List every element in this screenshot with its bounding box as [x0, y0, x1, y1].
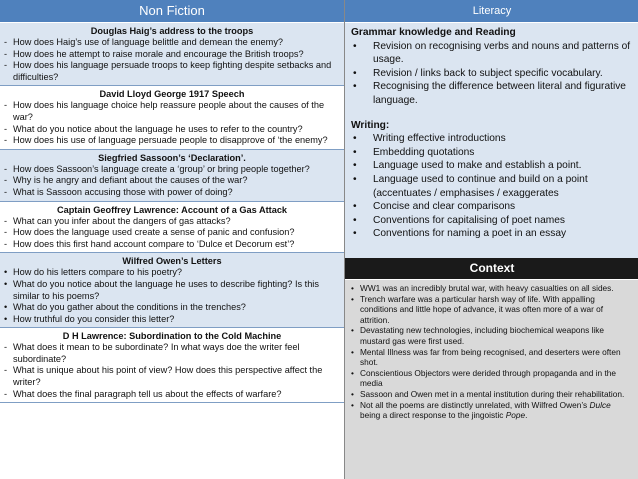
context-item: • Sassoon and Owen met in a mental institution during their rehabilitation.	[351, 389, 633, 400]
context-item: • Conscientious Objectors were derided through propaganda and in the media	[351, 368, 633, 389]
question-item: - How does his language choice help reassure people about the causes of the war?	[4, 100, 340, 123]
writing-item: • Conventions for capitalising of poet names	[351, 214, 633, 228]
question-item: - How does the language used create a sense of panic and confusion?	[4, 227, 340, 239]
question-item: - What is unique about his point of view? How does this perspective affect the writer?	[4, 365, 340, 388]
question-item: - How does Sassoon’s language create a ‘group’ or bring people together?	[4, 164, 340, 176]
question-list	[4, 216, 340, 251]
section-title: Wilfred Owen’s Letters	[122, 256, 222, 267]
writing-list	[351, 132, 633, 241]
question-item: - How does his language persuade troops to keep fighting despite setbacks and difficulties?	[4, 60, 340, 83]
question-item: • How do his letters compare to his poetry?	[4, 267, 340, 279]
section-title: David Lloyd George 1917 Speech	[99, 89, 245, 100]
section-title: Siegfried Sassoon’s ‘Declaration’.	[98, 152, 246, 163]
writing-item: • Writing effective introductions	[351, 132, 633, 146]
context-list	[351, 283, 633, 421]
context-item: • Not all the poems are distinctly unrelated, with Wilfred Owen’s Dulce being a direct response to the jingoistic Pope.	[351, 400, 633, 421]
section-title: Douglas Haig’s address to the troops	[90, 26, 254, 36]
question-item: - What does it mean to be subordinate? In what ways doe the writer feel subordinate?	[4, 342, 340, 365]
non-fiction-sections	[0, 23, 344, 403]
question-list	[4, 37, 340, 83]
context-panel	[345, 280, 638, 479]
grammar-item: • Recognising the difference between literal and figurative language.	[351, 80, 633, 107]
grammar-item: • Revision on recognising verbs and nouns and patterns of usage.	[351, 40, 633, 67]
context-item: • Trench warfare was a particular harsh way of life. With appalling conditions and little hope of advance, it was often more of a war of attrition.	[351, 294, 633, 326]
question-item: - Why is he angry and defiant about the causes of the war?	[4, 175, 340, 187]
question-item: - What do you notice about the language he uses to refer to the country?	[4, 124, 340, 136]
non-fiction-section	[0, 150, 344, 202]
writing-item: • Conventions for naming a poet in an essay	[351, 227, 633, 241]
non-fiction-section	[0, 253, 344, 328]
literacy-panel	[345, 23, 638, 258]
context-item: • Mental Illness was far from being recognised, and deserters were often shot.	[351, 347, 633, 368]
grammar-list	[351, 40, 633, 108]
section-title: Captain Geoffrey Lawrence: Account of a Gas Attack	[56, 204, 288, 215]
non-fiction-header: Non Fiction	[0, 0, 344, 23]
question-item: • What do you notice about the language he uses to describe fighting? Is this similar to his poems?	[4, 279, 340, 302]
writing-item: • Concise and clear comparisons	[351, 200, 633, 214]
literacy-header: Literacy	[345, 0, 638, 23]
non-fiction-section	[0, 202, 344, 254]
question-item: - What can you infer about the dangers of gas attacks?	[4, 216, 340, 228]
non-fiction-section	[0, 23, 344, 86]
context-header: Context	[345, 258, 638, 280]
right-column	[344, 0, 638, 479]
question-item: - How does he attempt to raise morale and encourage the British troops?	[4, 49, 340, 61]
question-item: • What do you gather about the conditions in the trenches?	[4, 302, 340, 314]
writing-title: Writing:	[351, 119, 390, 131]
question-list	[4, 267, 340, 325]
question-item: - How does this first hand account compare to ‘Dulce et Decorum est’?	[4, 239, 340, 251]
section-title: D H Lawrence: Subordination to the Cold Machine	[62, 331, 282, 342]
question-item: - How does his use of language persuade people to disapprove of ‘the enemy?	[4, 135, 340, 147]
non-fiction-section	[0, 328, 344, 403]
question-item: - What is Sassoon accusing those with power of doing?	[4, 187, 340, 199]
writing-item: • Embedding quotations	[351, 146, 633, 160]
non-fiction-section	[0, 86, 344, 149]
writing-item: • Language used to continue and build on a point (accentuates / emphasises / exaggerates	[351, 173, 633, 200]
question-list	[4, 342, 340, 400]
question-list	[4, 100, 340, 146]
context-item: • Devastating new technologies, including biochemical weapons like mustard gas were first used.	[351, 325, 633, 346]
question-list	[4, 164, 340, 199]
question-item: - What does the final paragraph tell us about the effects of warfare?	[4, 389, 340, 401]
grammar-title: Grammar knowledge and Reading	[351, 27, 516, 38]
grammar-item: • Revision / links back to subject specific vocabulary.	[351, 67, 633, 81]
context-item: • WW1 was an incredibly brutal war, with heavy casualties on all sides.	[351, 283, 633, 294]
question-item: - How does Haig’s use of language belittle and demean the enemy?	[4, 37, 340, 49]
question-item: • How truthful do you consider this letter?	[4, 314, 340, 326]
writing-item: • Language used to make and establish a point.	[351, 159, 633, 173]
